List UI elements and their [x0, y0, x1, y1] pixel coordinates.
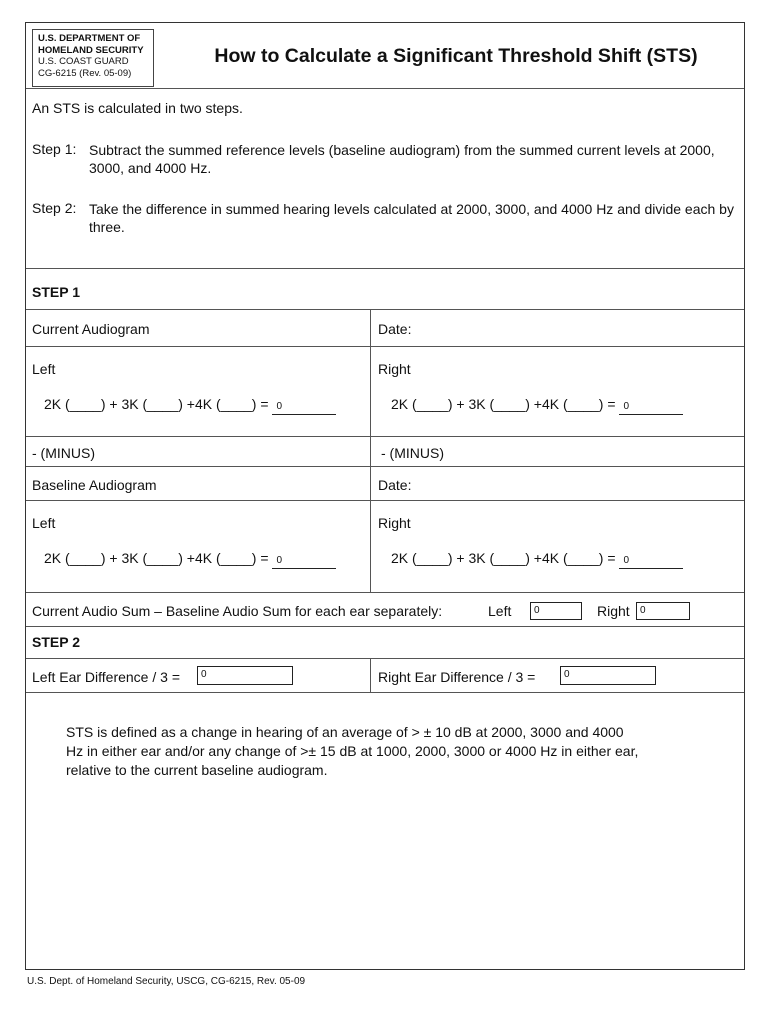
step2-text: Take the difference in summed hearing levels calculated at 2000, 3000, and 4000 Hz and divide each by three. — [89, 201, 734, 235]
baseline-right-formula — [391, 550, 683, 569]
current-left-formula — [44, 396, 336, 415]
column-divider — [370, 436, 371, 592]
column-divider — [370, 309, 371, 436]
definition-line-3: relative to the current baseline audiogram. — [66, 762, 328, 778]
divider — [26, 500, 744, 501]
sts-definition — [66, 723, 736, 780]
difference-right-label: Right — [597, 603, 630, 619]
divider — [26, 309, 744, 310]
baseline-date-label: Date: — [378, 477, 412, 493]
current-right-label: Right — [378, 361, 411, 377]
step1-text: Subtract the summed reference levels (baseline audiogram) from the summed current levels at 2000, 3000, and 4000 Hz. — [89, 142, 715, 176]
minus-label-left: - (MINUS) — [32, 445, 95, 461]
difference-label: Current Audio Sum – Baseline Audio Sum for each ear separately: — [32, 603, 443, 619]
current-date-label: Date: — [378, 321, 412, 337]
right-ear-difference-field[interactable]: 0 — [560, 666, 656, 685]
current-right-sum-field[interactable]: 0 — [619, 401, 683, 415]
divider — [26, 658, 744, 659]
formula-text: 2K (____) + 3K (____) +4K (____) = — [44, 550, 269, 566]
form-number: CG-6215 (Rev. 05-09) — [38, 67, 132, 79]
divider — [26, 346, 744, 347]
baseline-left-label: Left — [32, 515, 56, 531]
formula-text: 2K (____) + 3K (____) +4K (____) = — [391, 396, 616, 412]
difference-left-label: Left — [488, 603, 512, 619]
left-ear-difference-field[interactable]: 0 — [197, 666, 293, 685]
difference-right-field[interactable]: 0 — [636, 602, 690, 620]
divider — [26, 466, 744, 467]
minus-label-right: - (MINUS) — [381, 445, 444, 461]
step2-left-label: Left Ear Difference / 3 = — [32, 669, 180, 685]
current-left-sum-field[interactable]: 0 — [272, 401, 336, 415]
divider — [26, 436, 744, 437]
step2-right-label: Right Ear Difference / 3 = — [378, 669, 536, 685]
page-title: How to Calculate a Significant Threshold Shift (STS) — [214, 45, 698, 67]
baseline-right-sum-field[interactable]: 0 — [619, 555, 683, 569]
intro-lead: An STS is calculated in two steps. — [32, 100, 243, 116]
current-audiogram-label: Current Audiogram — [32, 321, 150, 337]
baseline-right-label: Right — [378, 515, 411, 531]
baseline-left-sum-field[interactable]: 0 — [272, 555, 336, 569]
step1-label: Step 1: — [32, 141, 77, 157]
baseline-audiogram-label: Baseline Audiogram — [32, 477, 157, 493]
divider — [26, 268, 744, 269]
step2-heading: STEP 2 — [32, 634, 80, 650]
agency-line-2: HOMELAND SECURITY — [38, 44, 144, 56]
page-footer: U.S. Dept. of Homeland Security, USCG, CG-6215, Rev. 05-09 — [27, 976, 306, 987]
step2-label: Step 2: — [32, 200, 77, 216]
agency-line-1: U.S. DEPARTMENT OF — [38, 33, 141, 44]
baseline-left-formula — [44, 550, 336, 569]
definition-line-2: Hz in either ear and/or any change of >± 15 dB at 1000, 2000, 3000 or 4000 Hz in either ear, — [66, 743, 639, 759]
definition-line-1: STS is defined as a change in hearing of an average of > ± 10 dB at 2000, 3000 and 4000 — [66, 724, 624, 740]
current-left-label: Left — [32, 361, 56, 377]
divider — [26, 592, 744, 593]
divider — [26, 88, 744, 89]
divider — [26, 692, 744, 693]
column-divider — [370, 658, 371, 692]
formula-text: 2K (____) + 3K (____) +4K (____) = — [44, 396, 269, 412]
difference-left-field[interactable]: 0 — [530, 602, 582, 620]
divider — [26, 626, 744, 627]
agency-line-3: U.S. COAST GUARD — [38, 56, 129, 67]
agency-block — [32, 29, 154, 87]
current-right-formula — [391, 396, 683, 415]
step1-heading: STEP 1 — [32, 284, 80, 300]
formula-text: 2K (____) + 3K (____) +4K (____) = — [391, 550, 616, 566]
form-page — [25, 22, 745, 970]
